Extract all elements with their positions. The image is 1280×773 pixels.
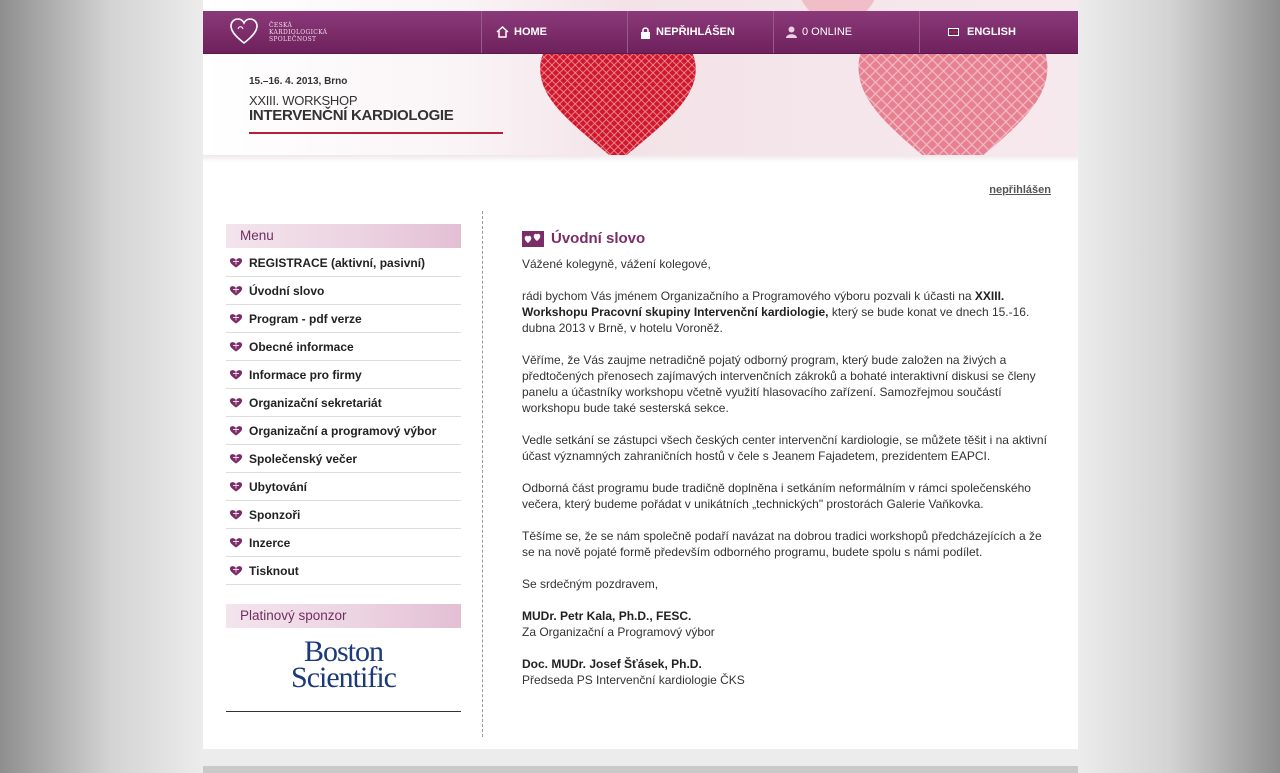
- p1-text-bold: XXIII. Workshopu Pracovní skupiny Intervenční kardiologie,: [522, 289, 1005, 319]
- heart-bullet-icon: [229, 509, 243, 520]
- login-status-link[interactable]: nepřihlášen: [989, 184, 1051, 196]
- heart-bullet-icon: [229, 257, 243, 268]
- top-navbar: [203, 11, 1078, 54]
- heart-bullet-icon: [229, 341, 243, 352]
- header-banner: [203, 0, 1078, 162]
- sidebar-menu-item-label: Informace pro firmy: [249, 367, 362, 382]
- sponsor-heading: Platinový sponzor: [226, 604, 461, 628]
- logo-line-3: SPOLEČNOST: [269, 36, 317, 43]
- sidebar-menu-item[interactable]: [226, 361, 461, 389]
- content-paragraph-5: Těšíme se, že se nám společně podaří navázat na dobrou tradici workshopů předcházejících a že se na nově pojaté formě především odborného programu, budete spolu s námi podílet.: [522, 529, 1042, 559]
- content-paragraph-4: Odborná část programu bude tradičně doplněna i setkáním neformálním v rámci společenského večera, který budeme pořádat v unikátních „technických" prostorách Galerie Vaňkovka.: [522, 481, 1031, 511]
- heart-bullet-icon: [229, 313, 243, 324]
- sidebar-menu-item[interactable]: [226, 305, 461, 333]
- logo-text: [269, 22, 327, 43]
- sponsor-logo-line-1: Boston: [303, 635, 384, 668]
- lock-icon: [640, 26, 651, 39]
- sidebar-menu-item[interactable]: [226, 473, 461, 501]
- menu-heading: Menu: [226, 224, 461, 248]
- uk-flag-icon: [948, 28, 959, 36]
- heart-bullet-icon: [229, 453, 243, 464]
- sidebar-menu-item[interactable]: [226, 389, 461, 417]
- heart-bullet-icon: [229, 537, 243, 548]
- nav-language-label: ENGLISH: [967, 26, 1016, 38]
- cks-logo[interactable]: [229, 17, 339, 47]
- sidebar-menu-item-label: REGISTRACE (aktivní, pasivní): [249, 255, 426, 270]
- sidebar-menu-item[interactable]: [226, 277, 461, 305]
- heart-bullet-icon: [229, 285, 243, 296]
- sidebar-menu-item-label: Úvodní slovo: [249, 283, 325, 298]
- signature-2: [522, 656, 1052, 688]
- sidebar-menu-item[interactable]: [226, 249, 461, 277]
- content-closing: Se srdečným pozdravem,: [522, 577, 659, 591]
- event-subtitle: XXIII. WORKSHOP: [249, 93, 358, 108]
- content-title: [522, 228, 1052, 250]
- sidebar-menu-item-label: Obecné informace: [249, 339, 354, 354]
- sidebar-menu-item[interactable]: [226, 501, 461, 529]
- logo-heart-icon: [229, 17, 259, 47]
- logo-line-1: ČESKÁ: [269, 22, 293, 29]
- page-title: Úvodní slovo: [551, 230, 646, 247]
- nav-home-label: HOME: [514, 26, 547, 38]
- sidebar-menu-item-label: Organizační sekretariát: [249, 395, 382, 410]
- sidebar-menu-item-label: Tisknout: [249, 563, 299, 578]
- signature-1: [522, 608, 1052, 640]
- footer-strip: [203, 766, 1078, 773]
- p1-text-after: který se bude konat ve dnech 15.-16. dubna 2013 v Brně, v hotelu Voroněž.: [522, 305, 1030, 335]
- sidebar-menu-item[interactable]: [226, 333, 461, 361]
- heart-bullet-icon: [229, 397, 243, 408]
- sidebar-menu: [226, 249, 461, 585]
- nav-online-users[interactable]: [773, 11, 918, 53]
- heart-bullet-icon: [229, 565, 243, 576]
- signature-2-name: Doc. MUDr. Josef Šťásek, Ph.D.: [522, 657, 702, 671]
- sidebar-menu-item[interactable]: [226, 557, 461, 585]
- content-paragraph-2: Věříme, že Vás zaujme netradičně pojatý odborný program, který bude založen na živých a předtočených přenosech zajímavých intervenčních zákroků a bohaté interaktivní diskusi se členy panelu a účastníky workshopu včetně využití hlasovacího zařízení. Samozřejmou součástí workshopu bude také sesterská sekce.: [522, 353, 1036, 415]
- signature-1-role: Za Organizační a Programový výbor: [522, 625, 715, 639]
- column-divider: [482, 211, 483, 737]
- heart-bullet-icon: [229, 425, 243, 436]
- event-info: [249, 76, 454, 124]
- banner-bottom-shade: [203, 155, 1078, 162]
- home-icon: [496, 26, 509, 38]
- event-date: 15.–16. 4. 2013, Brno: [249, 76, 348, 87]
- signature-2-role: Předseda PS Intervenční kardiologie ČKS: [522, 673, 745, 687]
- sidebar-menu-item-label: Program - pdf verze: [249, 311, 362, 326]
- sponsor-logo-line-2: Scientific: [291, 661, 396, 694]
- sidebar-menu-item[interactable]: [226, 417, 461, 445]
- sidebar-menu-item[interactable]: [226, 529, 461, 557]
- sidebar-menu-item-label: Sponzoři: [249, 507, 301, 522]
- content-paragraph-3: Vedle setkání se zástupci všech českých center intervenční kardiologie, se můžete těšit i na aktivní účast významných zahraničních hostů v čele s Jeanem Fajadetem, prezidentem EAPCI.: [522, 433, 1047, 463]
- heart-bullet-icon: [229, 369, 243, 380]
- nav-language-english[interactable]: [919, 11, 1078, 53]
- logo-line-2: KARDIOLOGICKÁ: [269, 29, 328, 36]
- heart-bullet-icon: [229, 481, 243, 492]
- nav-online-label: 0 ONLINE: [802, 26, 853, 38]
- sidebar-menu-item-label: Inzerce: [249, 535, 291, 550]
- sidebar-menu-item-label: Ubytování: [249, 479, 308, 494]
- boston-scientific-logo[interactable]: [226, 633, 461, 712]
- page-container: [203, 0, 1078, 749]
- nav-login-label: NEPŘIHLÁŠEN: [656, 26, 735, 38]
- content-greeting: Vážené kolegyně, vážení kolegové,: [522, 257, 711, 271]
- event-title: INTERVENČNÍ KARDIOLOGIE: [249, 107, 454, 124]
- sidebar-menu-item[interactable]: [226, 445, 461, 473]
- main-content: [522, 228, 1052, 704]
- sidebar-menu-item-label: Společenský večer: [249, 451, 358, 466]
- event-underline: [249, 132, 503, 134]
- nav-login-status[interactable]: [627, 11, 772, 53]
- content-paragraph-1: [522, 288, 1052, 336]
- user-icon: [786, 26, 797, 38]
- sidebar-menu-item-label: Organizační a programový výbor: [249, 423, 437, 438]
- signature-1-name: MUDr. Petr Kala, Ph.D., FESC.: [522, 609, 692, 623]
- nav-home[interactable]: [481, 11, 626, 53]
- title-hearts-icon: [522, 231, 544, 247]
- p1-text-before: rádi bychom Vás jménem Organizačního a Programového výboru pozvali k účasti na: [522, 289, 975, 303]
